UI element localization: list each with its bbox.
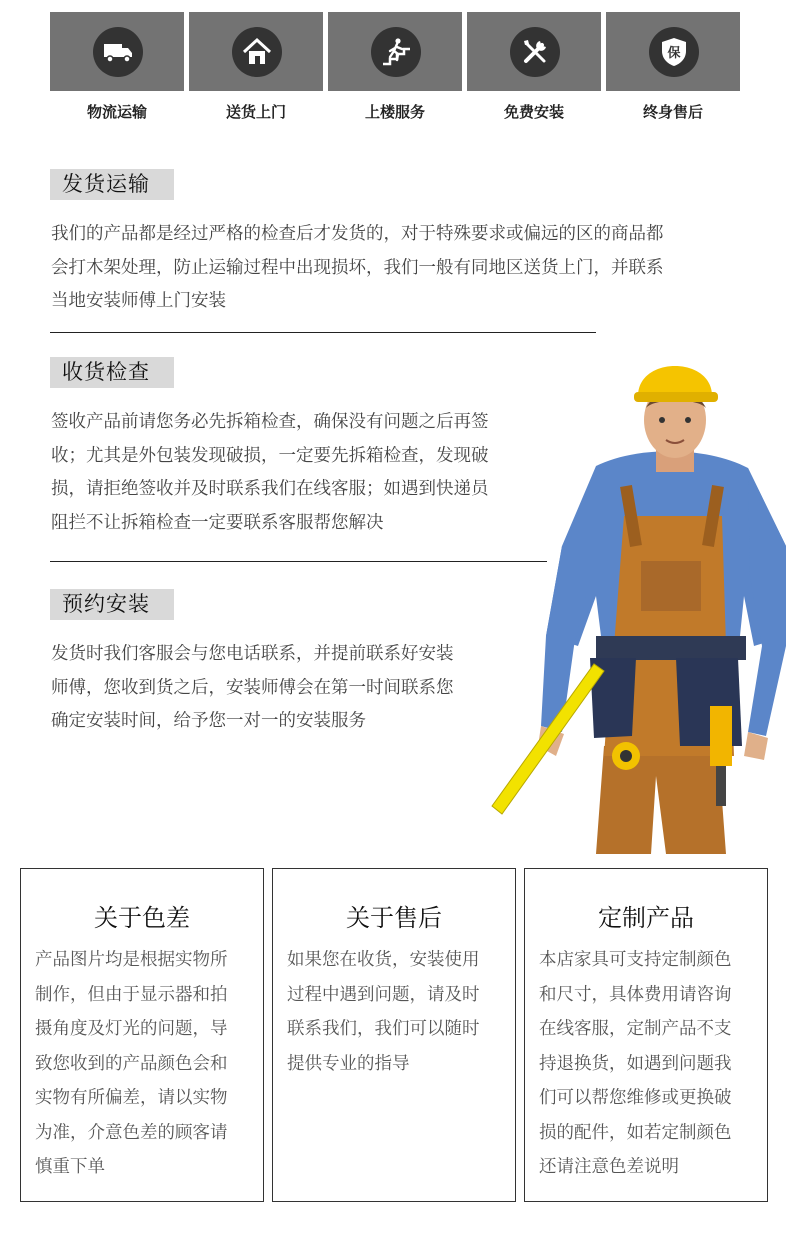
section-line: 收；尤其是外包装发现破损，一定要先拆箱检查，发现破 — [51, 445, 489, 466]
section-line: 确定安装时间，给予您一对一的安装服务 — [51, 711, 366, 731]
section-title-shipping: 发货运输 — [50, 169, 174, 200]
service-label-home-delivery: 送货上门 — [225, 103, 286, 121]
service-tile-installation — [467, 12, 601, 91]
service-tile-upstairs — [328, 12, 462, 91]
service-tile-logistics — [50, 12, 184, 91]
notice-title: 关于色差 — [94, 904, 190, 932]
notice-line: 如果您在收货，安装使用 — [287, 950, 480, 970]
section-line: 我们的产品都是经过严格的检查后才发货的，对于特殊要求或偏远的区的商品都 — [51, 224, 664, 244]
notice-line: 产品图片均是根据实物所 — [35, 950, 228, 970]
notice-title: 关于售后 — [346, 904, 442, 932]
section-line: 师傅，您收到货之后，安装师傅会在第一时间联系您 — [51, 677, 454, 698]
notice-line: 联系我们，我们可以随时 — [287, 1019, 480, 1039]
notice-line: 慎重下单 — [35, 1157, 105, 1177]
service-label-after-sales: 终身售后 — [642, 103, 703, 121]
section-line: 阻拦不让拆箱检查一定要联系客服帮您解决 — [51, 512, 384, 533]
notice-line: 实物有所偏差，请以实物 — [35, 1088, 228, 1108]
tools-icon — [510, 27, 560, 77]
section-divider — [50, 332, 596, 333]
notice-line: 制作，但由于显示器和拍 — [35, 984, 228, 1005]
notice-color-difference — [20, 868, 264, 1202]
delivery-truck-icon — [93, 27, 143, 77]
section-divider — [50, 561, 547, 562]
service-label-logistics: 物流运输 — [86, 103, 147, 121]
section-title-inspection: 收货检查 — [50, 357, 174, 388]
notice-line: 提供专业的指导 — [287, 1053, 410, 1074]
section-line: 签收产品前请您务必先拆箱检查，确保没有问题之后再签 — [51, 412, 489, 432]
section-line: 当地安装师傅上门安装 — [51, 291, 226, 311]
notice-line: 摄角度及灯光的问题，导 — [35, 1019, 228, 1039]
stairs-climber-icon — [371, 27, 421, 77]
notice-line: 本店家具可支持定制颜色 — [539, 950, 732, 970]
section-body-installation — [51, 638, 454, 739]
section-line: 会打木架处理，防止运输过程中出现损坏，我们一般有同地区送货上门，并联系 — [51, 257, 664, 278]
section-title-installation: 预约安装 — [50, 589, 174, 620]
service-labels — [50, 101, 740, 123]
home-icon — [232, 27, 282, 77]
notice-line: 致您收到的产品颜色会和 — [35, 1053, 228, 1074]
notice-title: 定制产品 — [598, 904, 694, 932]
notice-line: 们可以帮您维修或更换破 — [539, 1088, 732, 1108]
notice-line: 过程中遇到问题，请及时 — [287, 984, 480, 1005]
service-tile-home-delivery — [189, 12, 323, 91]
notice-line: 持退换货，如遇到问题我 — [539, 1053, 732, 1074]
notice-custom-products — [524, 868, 768, 1202]
section-line: 发货时我们客服会与您电话联系，并提前联系好安装 — [51, 644, 454, 664]
service-label-installation: 免费安装 — [503, 103, 564, 121]
service-tile-after-sales — [606, 12, 740, 91]
notice-line: 为准，介意色差的顾客请 — [35, 1122, 228, 1143]
service-strip — [50, 12, 740, 91]
section-line: 损，请拒绝签收并及时联系我们在线客服；如遇到快递员 — [51, 479, 489, 499]
notice-line: 损的配件，如若定制颜色 — [539, 1122, 732, 1143]
section-body-shipping — [51, 218, 664, 319]
notice-after-sales — [272, 868, 516, 1202]
notice-line: 还请注意色差说明 — [539, 1157, 679, 1177]
section-body-inspection — [51, 406, 489, 540]
notice-line: 和尺寸，具体费用请咨询 — [539, 984, 732, 1005]
shield-guarantee-icon — [649, 27, 699, 77]
worker-illustration — [486, 346, 790, 854]
notice-line: 在线客服，定制产品不支 — [539, 1019, 732, 1039]
service-label-upstairs: 上楼服务 — [364, 103, 425, 121]
shield-glyph: 保 — [667, 46, 681, 61]
